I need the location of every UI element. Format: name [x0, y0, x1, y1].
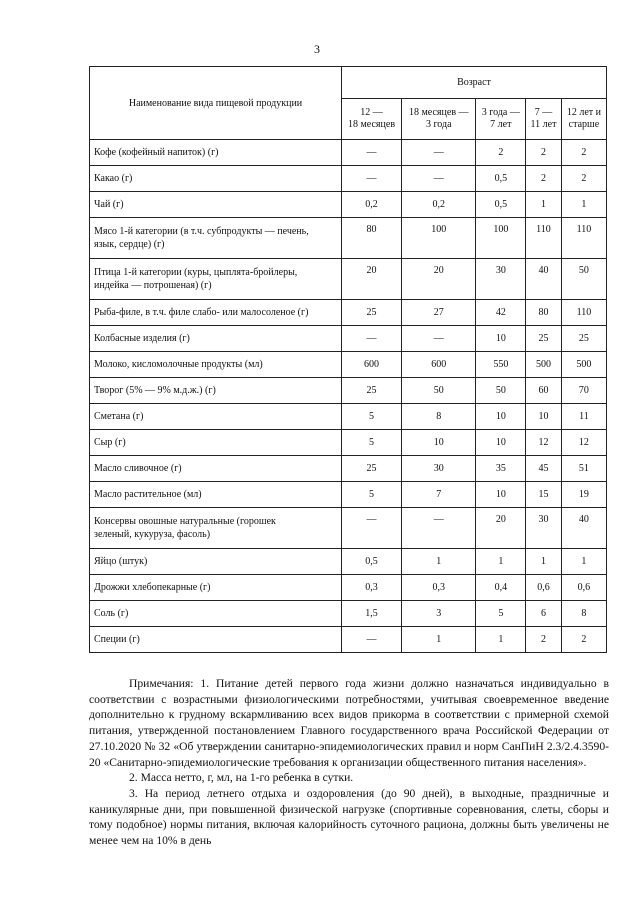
norm-value-cell: 5: [342, 404, 402, 430]
product-name-line: Консервы овошные натуральные (горошек: [94, 516, 276, 527]
age-group-header: [342, 99, 402, 140]
product-name-line: Колбасные изделия (г): [94, 333, 190, 344]
norm-value-cell: 5: [342, 482, 402, 508]
norm-value-cell: 50: [476, 378, 526, 404]
table-row: [90, 140, 607, 166]
norm-value-cell: 10: [476, 404, 526, 430]
norm-value-cell: 2: [526, 166, 562, 192]
norm-value-cell: 1: [402, 549, 476, 575]
page-number: 3: [314, 42, 320, 56]
product-name-cell: [90, 430, 342, 456]
product-name-line: индейка — потрошеная) (г): [94, 280, 212, 291]
product-name-cell: [90, 549, 342, 575]
norm-value-cell: 500: [561, 352, 606, 378]
age-group-line: 3 года: [425, 119, 452, 130]
norm-value-cell: 80: [526, 300, 562, 326]
product-name-line: Чай (г): [94, 199, 124, 210]
table-row: [90, 166, 607, 192]
norm-value-cell: 6: [526, 601, 562, 627]
norm-value-cell: —: [342, 627, 402, 653]
norm-value-cell: 2: [526, 627, 562, 653]
age-group-header: [526, 99, 562, 140]
product-name-line: Яйцо (штук): [94, 556, 148, 567]
product-name-line: Масло сливочное (г): [94, 463, 182, 474]
norm-value-cell: —: [342, 508, 402, 549]
norm-value-cell: 2: [561, 140, 606, 166]
norm-value-cell: 51: [561, 456, 606, 482]
product-name-cell: [90, 218, 342, 259]
column-header-product: Наименование вида пищевой продукции: [90, 67, 342, 140]
table-row: [90, 192, 607, 218]
norm-value-cell: 19: [561, 482, 606, 508]
norm-value-cell: 600: [402, 352, 476, 378]
age-group-line: 3 года —: [481, 106, 520, 118]
norm-value-cell: 7: [402, 482, 476, 508]
norm-value-cell: 10: [476, 482, 526, 508]
age-group-header: [476, 99, 526, 140]
age-group-line: 7 —: [534, 106, 553, 118]
norm-value-cell: 0,6: [561, 575, 606, 601]
norm-value-cell: 10: [526, 404, 562, 430]
norm-value-cell: 2: [561, 166, 606, 192]
food-norms-table: [89, 66, 607, 653]
product-name-cell: [90, 300, 342, 326]
norm-value-cell: 0,5: [476, 192, 526, 218]
norm-value-cell: 0,2: [402, 192, 476, 218]
norm-value-cell: 1,5: [342, 601, 402, 627]
product-name-line: Дрожжи хлебопекарные (г): [94, 582, 211, 593]
age-group-line: 11 лет: [530, 119, 557, 130]
column-header-age: Возраст: [342, 67, 607, 99]
note-3: 3. На период летнего отдыха и оздоровления (до 90 дней), в выходные, праздничные и каникулярные дни, при повышенной физической нагрузке (спортивные соревнования, слеты, сборы и тому подобное) нормы питания, включая калорийность суточного рациона, должны быть увеличены не менее чем на 10% в день: [89, 786, 609, 848]
norm-value-cell: —: [402, 508, 476, 549]
age-group-line: старше: [568, 119, 600, 130]
norm-value-cell: 2: [476, 140, 526, 166]
norm-value-cell: 20: [342, 259, 402, 300]
norm-value-cell: 12: [526, 430, 562, 456]
product-name-cell: [90, 627, 342, 653]
norm-value-cell: 80: [342, 218, 402, 259]
age-group-line: 18 месяцев: [347, 119, 396, 130]
norm-value-cell: 30: [402, 456, 476, 482]
table-row: [90, 218, 607, 259]
product-name-line: язык, сердце) (г): [94, 239, 165, 250]
table-row: [90, 549, 607, 575]
norm-value-cell: 60: [526, 378, 562, 404]
product-name-line: Птица 1-й категории (куры, цыплята-бройлеры,: [94, 267, 298, 278]
norm-value-cell: 30: [476, 259, 526, 300]
product-name-cell: [90, 508, 342, 549]
norm-value-cell: 550: [476, 352, 526, 378]
norm-value-cell: 27: [402, 300, 476, 326]
norm-value-cell: 0,3: [402, 575, 476, 601]
product-name-cell: [90, 575, 342, 601]
product-name-cell: [90, 404, 342, 430]
product-name-line: Молоко, кисломолочные продукты (мл): [94, 359, 263, 370]
product-name-cell: [90, 456, 342, 482]
product-name-line: Масло растительное (мл): [94, 489, 202, 500]
table-row: [90, 456, 607, 482]
age-group-line: 12 лет и: [566, 106, 601, 118]
norm-value-cell: 0,6: [526, 575, 562, 601]
norm-value-cell: 25: [342, 300, 402, 326]
product-name-line: Мясо 1-й категории (в т.ч. субпродукты — печень,: [94, 226, 309, 237]
table-row: [90, 430, 607, 456]
table-header: [90, 67, 607, 140]
norm-value-cell: 600: [342, 352, 402, 378]
product-name-cell: [90, 192, 342, 218]
norm-value-cell: 25: [561, 326, 606, 352]
table-row: [90, 352, 607, 378]
norm-value-cell: 70: [561, 378, 606, 404]
product-name-line: зеленый, кукуруза, фасоль): [94, 529, 211, 540]
norm-value-cell: 1: [476, 549, 526, 575]
norm-value-cell: 5: [342, 430, 402, 456]
product-name-line: Какао (г): [94, 173, 133, 184]
norm-value-cell: 20: [476, 508, 526, 549]
norm-value-cell: 5: [476, 601, 526, 627]
table-row: [90, 300, 607, 326]
norm-value-cell: 40: [561, 508, 606, 549]
product-name-line: Сметана (г): [94, 411, 144, 422]
norm-value-cell: 2: [526, 140, 562, 166]
product-name-line: Рыба-филе, в т.ч. филе слабо- или малосоленое (г): [94, 307, 309, 318]
norm-value-cell: 100: [402, 218, 476, 259]
product-name-cell: [90, 352, 342, 378]
norm-value-cell: 1: [402, 627, 476, 653]
norm-value-cell: 40: [526, 259, 562, 300]
norm-value-cell: 0,3: [342, 575, 402, 601]
norm-value-cell: 10: [476, 326, 526, 352]
product-name-line: Сыр (г): [94, 437, 126, 448]
norm-value-cell: —: [402, 166, 476, 192]
norm-value-cell: 25: [342, 378, 402, 404]
table-row: [90, 627, 607, 653]
norm-value-cell: 1: [561, 192, 606, 218]
norm-value-cell: 3: [402, 601, 476, 627]
norm-value-cell: —: [342, 326, 402, 352]
norm-value-cell: 0,5: [342, 549, 402, 575]
product-name-line: Соль (г): [94, 608, 129, 619]
norm-value-cell: 110: [526, 218, 562, 259]
product-name-line: Творог (5% — 9% м.д.ж.) (г): [94, 385, 216, 396]
table-row: [90, 404, 607, 430]
note-1: Примечания: 1. Питание детей первого года жизни должно назначаться индивидуально в соответствии с возрастными физиологическими потребностями, учитывая своевременное введение дополнительно к грудному вскармливанию всех видов прикорма в соответствии с примерной схемой питания, утвержденной постановлением Главного государственного врача Российской Федерации от 27.10.2020 № 32 «Об утверждении санитарно-эпидемиологических правил и норм СанПиН 2.3/2.4.3590-20 «Санитарно-эпидемиологические требования к организации общественного питания населения».: [89, 677, 609, 769]
product-name-cell: [90, 140, 342, 166]
product-name-cell: [90, 259, 342, 300]
norm-value-cell: 8: [561, 601, 606, 627]
age-group-line: 12 —: [360, 106, 383, 118]
table-row: [90, 575, 607, 601]
norm-value-cell: 1: [561, 549, 606, 575]
norm-value-cell: —: [402, 326, 476, 352]
norm-value-cell: 25: [342, 456, 402, 482]
norm-value-cell: 25: [526, 326, 562, 352]
age-group-header: [402, 99, 476, 140]
norm-value-cell: 0,4: [476, 575, 526, 601]
table-row: [90, 378, 607, 404]
norm-value-cell: 1: [526, 192, 562, 218]
norm-value-cell: 10: [402, 430, 476, 456]
norm-value-cell: 12: [561, 430, 606, 456]
age-group-line: 7 лет: [490, 119, 512, 130]
product-name-line: Кофе (кофейный напиток) (г): [94, 147, 219, 158]
note-2: 2. Масса нетто, г, мл, на 1-го ребенка в сутки.: [129, 771, 354, 785]
norm-value-cell: 500: [526, 352, 562, 378]
age-group-line: 18 месяцев —: [408, 106, 469, 118]
norm-value-cell: 15: [526, 482, 562, 508]
norm-value-cell: 45: [526, 456, 562, 482]
product-name-cell: [90, 378, 342, 404]
norm-value-cell: 110: [561, 300, 606, 326]
product-name-cell: [90, 326, 342, 352]
norm-value-cell: 50: [561, 259, 606, 300]
table-body: [90, 140, 607, 653]
notes-section: [89, 676, 609, 849]
norm-value-cell: 8: [402, 404, 476, 430]
norm-value-cell: 2: [561, 627, 606, 653]
norm-value-cell: 20: [402, 259, 476, 300]
norm-value-cell: —: [402, 140, 476, 166]
norm-value-cell: 1: [526, 549, 562, 575]
age-group-header: [561, 99, 606, 140]
product-name-cell: [90, 166, 342, 192]
norm-value-cell: 100: [476, 218, 526, 259]
norm-value-cell: 10: [476, 430, 526, 456]
product-name-cell: [90, 601, 342, 627]
norm-value-cell: 110: [561, 218, 606, 259]
table-row: [90, 601, 607, 627]
product-name-cell: [90, 482, 342, 508]
norm-value-cell: —: [342, 166, 402, 192]
norm-value-cell: 0,2: [342, 192, 402, 218]
norm-value-cell: 0,5: [476, 166, 526, 192]
norm-value-cell: 35: [476, 456, 526, 482]
table-row: [90, 508, 607, 549]
norm-value-cell: 30: [526, 508, 562, 549]
norm-value-cell: 1: [476, 627, 526, 653]
norm-value-cell: —: [342, 140, 402, 166]
table-row: [90, 259, 607, 300]
table-row: [90, 482, 607, 508]
table-row: [90, 326, 607, 352]
norm-value-cell: 50: [402, 378, 476, 404]
product-name-line: Специи (г): [94, 634, 140, 645]
norm-value-cell: 11: [561, 404, 606, 430]
norm-value-cell: 42: [476, 300, 526, 326]
